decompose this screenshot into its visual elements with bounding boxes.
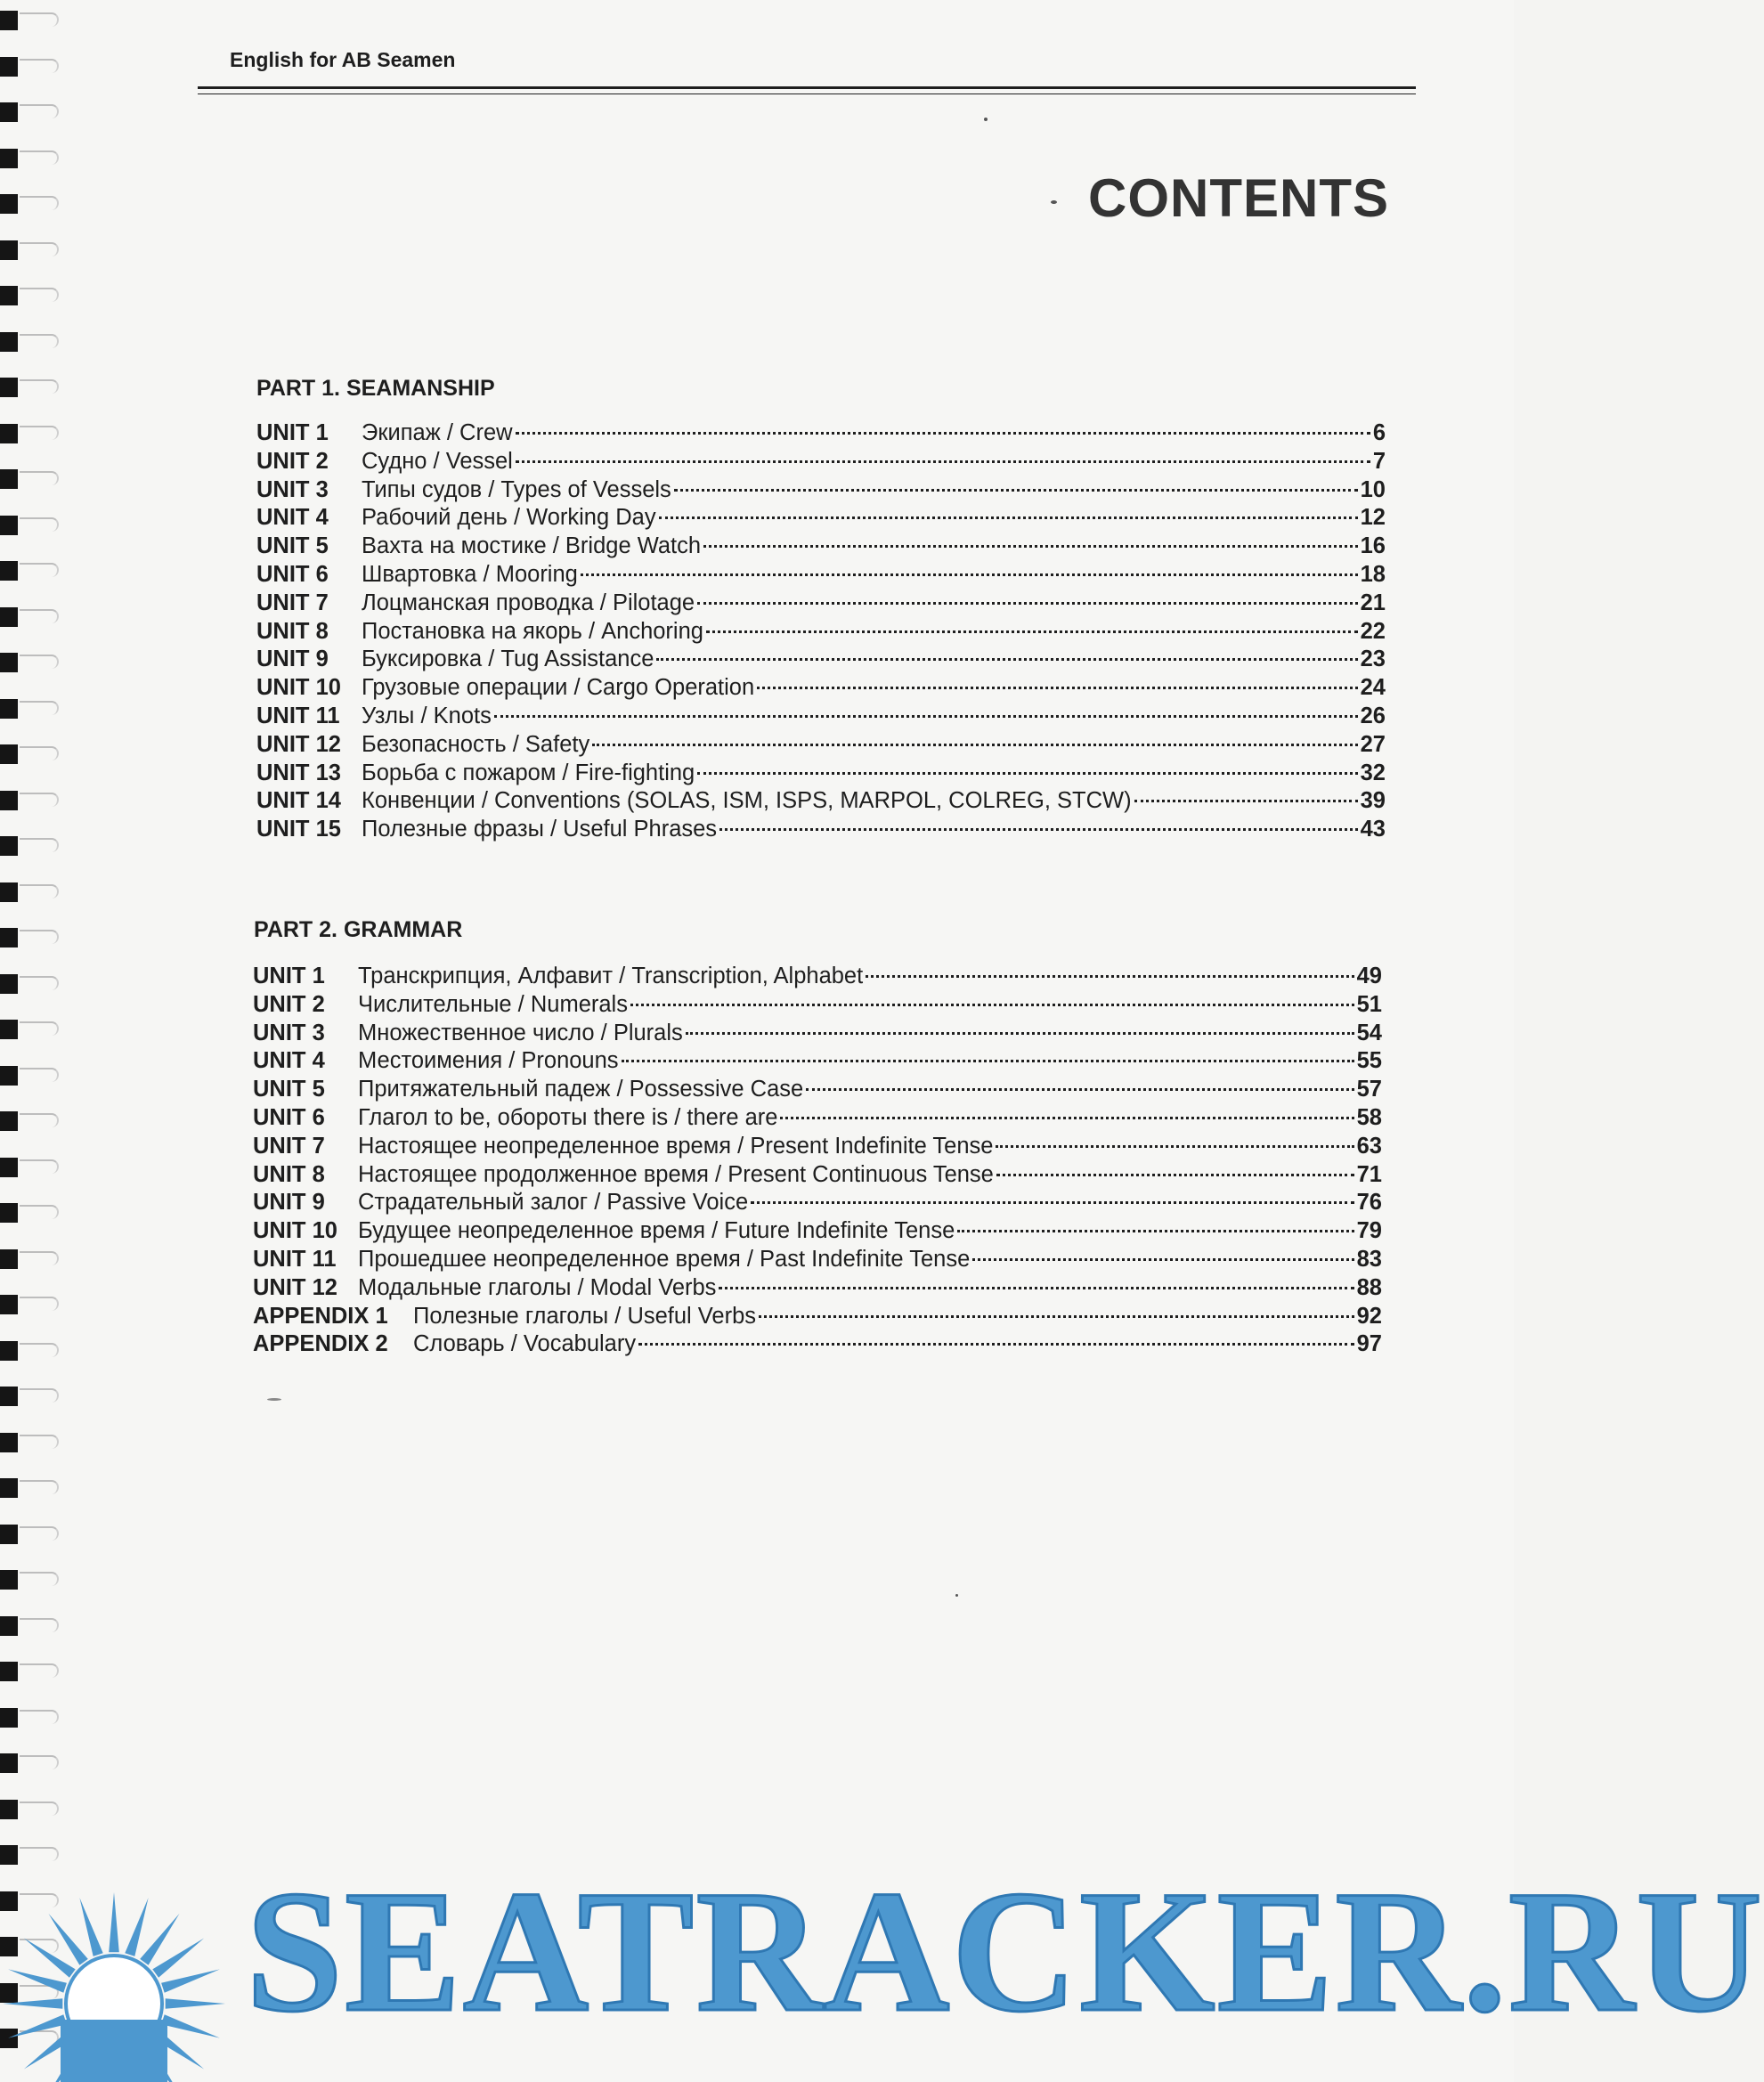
toc-page-number: 49 xyxy=(1356,964,1382,988)
toc-page-number: 79 xyxy=(1356,1218,1382,1244)
binding-ring xyxy=(20,655,59,669)
binding-ring xyxy=(20,1388,59,1403)
toc-row xyxy=(253,964,1382,992)
toc-page-number: 23 xyxy=(1360,647,1386,672)
toc-row xyxy=(256,788,1386,817)
dot-leader xyxy=(957,1230,1353,1232)
sun-ray xyxy=(161,1969,220,1992)
toc-row xyxy=(256,760,1386,789)
binding-hole xyxy=(0,378,18,397)
dot-leader xyxy=(686,1032,1354,1035)
toc-row xyxy=(253,992,1382,1021)
binding-ring xyxy=(20,1435,59,1449)
binding-ring xyxy=(20,746,59,760)
binding-hole xyxy=(0,332,18,352)
toc-unit-label: UNIT 11 xyxy=(253,1246,337,1272)
toc-row xyxy=(256,732,1386,760)
binding-hole xyxy=(0,194,18,214)
scan-speck xyxy=(984,118,988,121)
binding-hole xyxy=(0,1203,18,1223)
dot-leader xyxy=(719,1287,1353,1289)
binding-ring xyxy=(20,1801,59,1816)
toc-unit-label: UNIT 1 xyxy=(256,420,329,445)
toc-list-grammar xyxy=(253,964,1382,1360)
toc-entry-title: Полезные фразы / Useful Phrases xyxy=(362,817,718,842)
toc-page-number: 83 xyxy=(1356,1246,1382,1272)
binding-ring xyxy=(20,1663,59,1678)
toc-unit-label: UNIT 7 xyxy=(256,590,329,615)
scan-speck xyxy=(267,1398,281,1401)
sun-ray xyxy=(3,1998,62,2009)
sun-ray xyxy=(161,2014,220,2037)
toc-entry-title: Настоящее неопределенное время / Present Indefinite Tense xyxy=(358,1133,994,1159)
binding-hole xyxy=(0,149,18,168)
binding-ring xyxy=(20,701,59,715)
toc-entry-title: Модальные глаголы / Modal Verbs xyxy=(358,1274,717,1300)
toc-unit-label: UNIT 8 xyxy=(256,618,329,644)
toc-entry-title: Конвенции / Conventions (SOLAS, ISM, ISPS, MARPOL, COLREG, STCW) xyxy=(362,788,1132,814)
toc-page-number: 32 xyxy=(1360,760,1386,785)
binding-ring xyxy=(20,838,59,852)
binding-hole xyxy=(0,1570,18,1590)
dot-leader xyxy=(806,1088,1353,1091)
binding-hole xyxy=(0,57,18,77)
dot-leader xyxy=(866,975,1353,978)
toc-unit-label: UNIT 12 xyxy=(253,1274,337,1300)
toc-entry-title: Настоящее продолженное время / Present Continuous Tense xyxy=(358,1161,994,1187)
toc-entry-title: Вахта на мостике / Bridge Watch xyxy=(362,533,702,559)
dot-leader xyxy=(516,432,1370,435)
toc-unit-label: UNIT 10 xyxy=(256,675,341,701)
toc-entry-title: Постановка на якорь / Anchoring xyxy=(362,618,703,644)
toc-entry-title: Полезные глаголы / Useful Verbs xyxy=(413,1303,757,1329)
binding-ring xyxy=(20,196,59,210)
toc-entry-title: Буксировка / Tug Assistance xyxy=(362,647,654,672)
toc-row xyxy=(256,647,1386,675)
toc-page-number: 63 xyxy=(1356,1133,1382,1159)
toc-unit-label: UNIT 3 xyxy=(256,476,329,502)
toc-row xyxy=(253,1162,1382,1191)
binding-hole xyxy=(0,1800,18,1819)
toc-row xyxy=(253,1331,1382,1360)
binding-ring xyxy=(20,884,59,899)
toc-unit-label: APPENDIX 1 xyxy=(253,1303,388,1329)
toc-page-number: 97 xyxy=(1356,1331,1382,1357)
dot-leader xyxy=(697,772,1357,775)
dot-leader xyxy=(656,658,1357,661)
dot-leader xyxy=(996,1145,1353,1148)
toc-page-number: 18 xyxy=(1360,561,1386,587)
toc-entry-title: Швартовка / Mooring xyxy=(362,561,578,587)
toc-row xyxy=(256,562,1386,590)
toc-page-number: 7 xyxy=(1372,448,1386,474)
binding-ring xyxy=(20,609,59,623)
binding-hole xyxy=(0,836,18,856)
toc-entry-title: Экипаж / Crew xyxy=(362,420,513,445)
toc-unit-label: UNIT 3 xyxy=(253,1020,325,1045)
binding-hole xyxy=(0,974,18,994)
binding-ring xyxy=(20,1526,59,1541)
dot-leader xyxy=(674,489,1358,492)
toc-page-number: 10 xyxy=(1360,476,1386,502)
binding-ring xyxy=(20,1251,59,1265)
toc-unit-label: UNIT 12 xyxy=(256,731,341,757)
page-title: CONTENTS xyxy=(1088,168,1389,228)
toc-unit-label: UNIT 8 xyxy=(253,1161,325,1187)
toc-page-number: 57 xyxy=(1356,1077,1382,1102)
toc-row xyxy=(253,1021,1382,1049)
binding-hole xyxy=(0,11,18,30)
sun-ray xyxy=(166,1998,225,2009)
binding-hole xyxy=(0,1525,18,1544)
binding-ring xyxy=(20,793,59,807)
toc-page-number: 6 xyxy=(1372,420,1386,445)
binding-ring xyxy=(20,12,59,27)
toc-entry-title: Типы судов / Types of Vessels xyxy=(362,476,671,502)
toc-row xyxy=(256,817,1386,845)
dot-leader xyxy=(703,545,1358,548)
binding-ring xyxy=(20,150,59,165)
binding-ring xyxy=(20,563,59,577)
binding-ring xyxy=(20,1480,59,1494)
toc-page-number: 43 xyxy=(1360,817,1386,842)
toc-page-number: 16 xyxy=(1360,533,1386,559)
binding-ring xyxy=(20,334,59,348)
toc-entry-title: Притяжательный падеж / Possessive Case xyxy=(358,1077,804,1102)
toc-row xyxy=(256,477,1386,506)
dot-leader xyxy=(494,715,1358,718)
binding-ring xyxy=(20,59,59,73)
toc-page-number: 76 xyxy=(1356,1190,1382,1216)
toc-entry-title: Будущее неопределенное время / Future Indefinite Tense xyxy=(358,1218,955,1244)
toc-entry-title: Прошедшее неопределенное время / Past Indefinite Tense xyxy=(358,1246,971,1272)
toc-entry-title: Борьба с пожаром / Fire-fighting xyxy=(362,760,695,785)
binding-ring xyxy=(20,242,59,256)
toc-entry-title: Местоимения / Pronouns xyxy=(358,1048,619,1074)
binding-hole xyxy=(0,102,18,122)
binding-ring xyxy=(20,471,59,485)
dot-leader xyxy=(719,828,1358,831)
header-rule xyxy=(198,86,1416,89)
toc-unit-label: UNIT 11 xyxy=(256,703,340,728)
dot-leader xyxy=(622,1060,1354,1062)
dot-leader xyxy=(1134,800,1358,802)
dot-leader xyxy=(780,1117,1353,1119)
toc-list-seamanship xyxy=(256,420,1386,845)
binding-hole xyxy=(0,791,18,810)
toc-entry-title: Числительные / Numerals xyxy=(358,991,628,1017)
toc-entry-title: Узлы / Knots xyxy=(362,703,492,728)
binding-ring xyxy=(20,1755,59,1769)
binding-ring xyxy=(20,1710,59,1724)
sun-ray xyxy=(79,1898,102,1956)
toc-page-number: 58 xyxy=(1356,1104,1382,1130)
part-heading-grammar: PART 2. GRAMMAR xyxy=(254,917,463,942)
binding-hole xyxy=(0,1295,18,1314)
toc-row xyxy=(253,1190,1382,1218)
dot-leader xyxy=(759,1315,1354,1318)
binding-hole xyxy=(0,424,18,443)
toc-entry-title: Множественное число / Plurals xyxy=(358,1020,683,1045)
toc-entry-title: Грузовые операции / Cargo Operation xyxy=(362,675,755,701)
binding-hole xyxy=(0,607,18,627)
binding-ring xyxy=(20,288,59,302)
dot-leader xyxy=(638,1343,1354,1346)
toc-row xyxy=(253,1134,1382,1162)
toc-row xyxy=(253,1077,1382,1105)
toc-page-number: 88 xyxy=(1356,1274,1382,1300)
toc-page-number: 51 xyxy=(1356,991,1382,1017)
toc-unit-label: UNIT 4 xyxy=(256,505,329,531)
toc-unit-label: UNIT 2 xyxy=(256,448,329,474)
binding-hole xyxy=(0,561,18,581)
binding-ring xyxy=(20,1021,59,1036)
toc-entry-title: Лоцманская проводка / Pilotage xyxy=(362,590,695,615)
binding-hole xyxy=(0,882,18,902)
toc-unit-label: UNIT 15 xyxy=(256,817,341,842)
binding-ring xyxy=(20,1068,59,1082)
toc-entry-title: Транскрипция, Алфавит / Transcription, Alphabet xyxy=(358,964,864,988)
part-heading-seamanship: PART 1. SEAMANSHIP xyxy=(256,376,495,401)
binding-hole xyxy=(0,744,18,764)
dot-leader xyxy=(972,1258,1353,1261)
toc-row xyxy=(253,1105,1382,1134)
binding-hole xyxy=(0,286,18,305)
binding-ring xyxy=(20,1205,59,1219)
dot-leader xyxy=(751,1201,1354,1204)
toc-entry-title: Глагол to be, обороты there is / there are xyxy=(358,1104,778,1130)
toc-unit-label: UNIT 6 xyxy=(253,1104,325,1130)
toc-page-number: 27 xyxy=(1360,731,1386,757)
binding-ring xyxy=(20,1297,59,1311)
dot-leader xyxy=(516,460,1370,463)
sunburst-logo-icon xyxy=(3,1892,225,2082)
toc-unit-label: UNIT 6 xyxy=(256,561,329,587)
toc-entry-title: Судно / Vessel xyxy=(362,448,513,474)
toc-row xyxy=(256,505,1386,533)
binding-hole xyxy=(0,1753,18,1773)
toc-unit-label: UNIT 1 xyxy=(253,964,325,988)
binding-ring xyxy=(20,1113,59,1127)
dot-leader xyxy=(630,1004,1354,1006)
toc-unit-label: UNIT 9 xyxy=(253,1190,325,1216)
toc-row xyxy=(253,1247,1382,1275)
toc-page-number: 24 xyxy=(1360,675,1386,701)
binding-hole xyxy=(0,1341,18,1361)
sun-ray xyxy=(8,1969,67,1992)
toc-page-number: 26 xyxy=(1360,703,1386,728)
dot-leader xyxy=(581,573,1358,576)
binding-ring xyxy=(20,1618,59,1632)
toc-unit-label: UNIT 2 xyxy=(253,991,325,1017)
binding-hole xyxy=(0,1708,18,1728)
binding-hole xyxy=(0,1020,18,1039)
binding-ring xyxy=(20,379,59,394)
toc-page-number: 39 xyxy=(1360,788,1386,814)
binding-hole xyxy=(0,1662,18,1681)
toc-row xyxy=(256,590,1386,619)
toc-unit-label: UNIT 13 xyxy=(256,760,341,785)
toc-unit-label: UNIT 7 xyxy=(253,1133,325,1159)
toc-row xyxy=(256,420,1386,449)
toc-row xyxy=(256,675,1386,703)
sun-ray xyxy=(109,1892,119,1952)
dot-leader xyxy=(659,516,1358,519)
binding-hole xyxy=(0,1478,18,1498)
binding-ring xyxy=(20,104,59,118)
dot-leader xyxy=(697,602,1358,605)
toc-page-number: 71 xyxy=(1356,1161,1382,1187)
toc-row xyxy=(253,1304,1382,1332)
binding-ring xyxy=(20,930,59,944)
sun-ray xyxy=(8,2014,67,2037)
toc-row xyxy=(256,533,1386,562)
dot-leader xyxy=(706,630,1358,633)
running-header: English for AB Seamen xyxy=(230,48,456,71)
dot-leader xyxy=(592,744,1357,746)
toc-unit-label: APPENDIX 2 xyxy=(253,1331,388,1357)
binding-hole xyxy=(0,1616,18,1636)
spiral-binding xyxy=(0,0,62,2082)
toc-entry-title: Страдательный залог / Passive Voice xyxy=(358,1190,749,1216)
scan-speck xyxy=(1051,200,1057,204)
toc-entry-title: Безопасность / Safety xyxy=(362,731,590,757)
binding-ring xyxy=(20,517,59,532)
toc-unit-label: UNIT 4 xyxy=(253,1048,325,1074)
binding-hole xyxy=(0,240,18,260)
binding-hole xyxy=(0,1249,18,1269)
toc-unit-label: UNIT 5 xyxy=(256,533,329,559)
toc-row xyxy=(253,1218,1382,1247)
binding-ring xyxy=(20,1572,59,1586)
toc-page-number: 92 xyxy=(1356,1303,1382,1329)
toc-row xyxy=(253,1048,1382,1077)
binding-hole xyxy=(0,469,18,489)
binding-hole xyxy=(0,1433,18,1452)
binding-hole xyxy=(0,1158,18,1177)
toc-row xyxy=(256,449,1386,477)
binding-hole xyxy=(0,1066,18,1086)
binding-hole xyxy=(0,1111,18,1131)
toc-unit-label: UNIT 9 xyxy=(256,647,329,672)
binding-hole xyxy=(0,516,18,535)
toc-entry-title: Словарь / Vocabulary xyxy=(413,1331,637,1357)
toc-page-number: 12 xyxy=(1360,505,1386,531)
toc-entry-title: Рабочий день / Working Day xyxy=(362,505,656,531)
toc-row xyxy=(256,703,1386,732)
binding-ring xyxy=(20,976,59,990)
watermark-text: SEATRACKER.RU xyxy=(246,1855,1764,2048)
toc-page-number: 22 xyxy=(1360,618,1386,644)
toc-unit-label: UNIT 5 xyxy=(253,1077,325,1102)
toc-row xyxy=(256,619,1386,647)
binding-hole xyxy=(0,699,18,719)
toc-unit-label: UNIT 10 xyxy=(253,1218,337,1244)
toc-page-number: 21 xyxy=(1360,590,1386,615)
binding-hole xyxy=(0,1387,18,1406)
binding-hole xyxy=(0,653,18,672)
toc-page-number: 54 xyxy=(1356,1020,1382,1045)
binding-ring xyxy=(20,426,59,440)
binding-ring xyxy=(20,1343,59,1357)
dot-leader xyxy=(996,1174,1354,1176)
binding-ring xyxy=(20,1159,59,1174)
toc-unit-label: UNIT 14 xyxy=(256,788,341,814)
toc-row xyxy=(253,1275,1382,1304)
binding-hole xyxy=(0,928,18,947)
dot-leader xyxy=(757,687,1357,689)
sun-ray xyxy=(125,1898,148,1956)
scan-speck xyxy=(955,1594,958,1597)
toc-page-number: 55 xyxy=(1356,1048,1382,1074)
